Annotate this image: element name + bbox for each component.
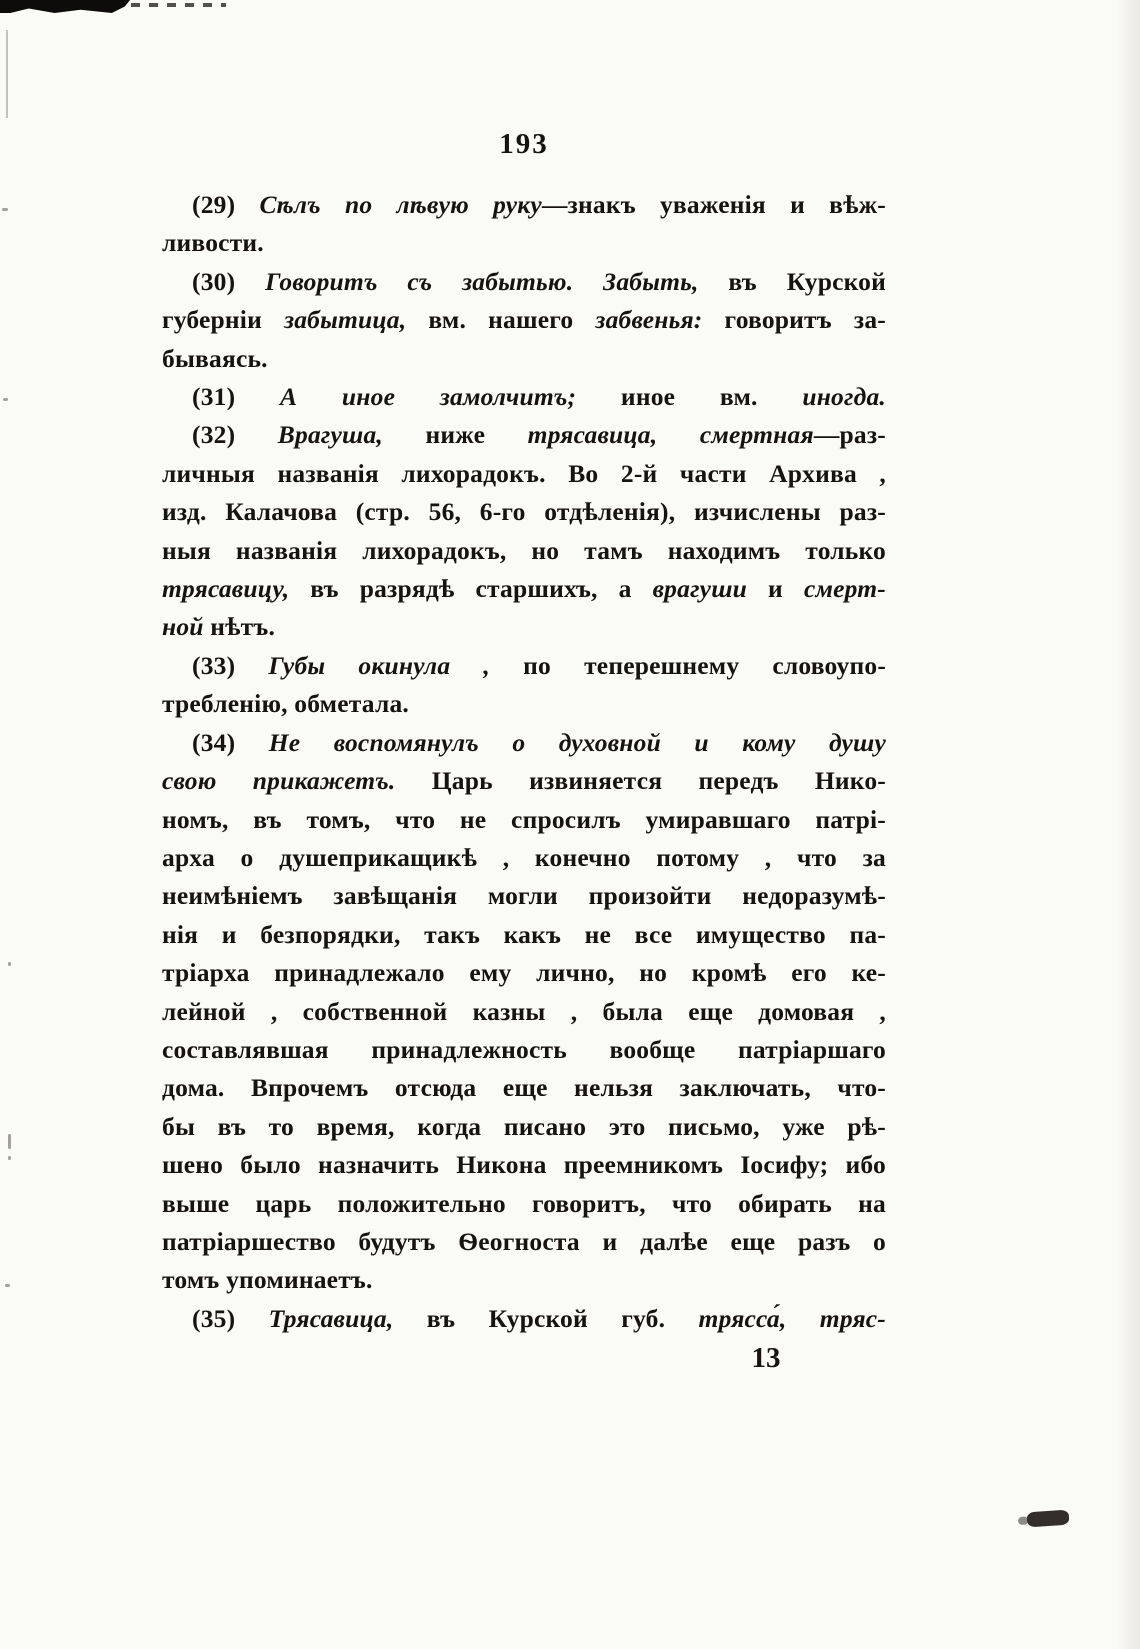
footnote-34 [162,724,886,1300]
scan-speck [8,962,11,966]
text-line [162,801,886,839]
italic-text-run: Сѣлъ по лѣвую руку [259,190,542,219]
ink-smudge-bottom-right [1027,1510,1070,1528]
text-run: (35) [192,1303,269,1333]
footnote-35 [162,1300,886,1338]
text-line [162,1223,886,1261]
text-run: требленію, обметала. [162,689,410,719]
text-line [162,608,886,646]
text-run: (29) [192,190,260,219]
italic-text-run: Не воспомянулъ о духовной и кому душу [268,727,887,757]
text-run: въ Курской [698,266,886,296]
text-run: томъ упоминаетъ. [162,1265,373,1295]
italic-text-run: Трясавица, [268,1303,394,1333]
scan-artifact-left-line [6,30,8,118]
text-line [162,340,886,378]
text-run: —раз- [813,420,886,450]
italic-text-run: забвенья: [595,305,703,335]
text-run: (33) [192,650,269,680]
italic-text-run: смерт- [803,574,886,604]
text-line [162,532,886,570]
text-line [162,1261,886,1299]
text-line [162,1069,886,1107]
scan-speck [8,1134,11,1149]
signature-mark: 13 [751,1342,781,1374]
scan-artifact-top-edge [0,0,130,13]
scan-speck [5,1284,10,1287]
text-line [162,877,886,915]
text-line [162,724,886,762]
text-line [162,263,886,301]
text-line [162,455,886,493]
text-line [162,993,886,1031]
text-run: ниже [383,420,528,450]
italic-text-run: трясавицу, [162,574,290,604]
text-run: бы въ то время, когда писано это письмо, уже рѣ- [162,1111,886,1141]
text-run: тріарха принадлежало ему лично, но кромѣ его ке- [162,958,886,988]
text-run: нія и безпорядки, такъ какъ не все имущество па- [162,919,886,949]
text-line [162,954,886,992]
italic-text-run: трясавица, смертная [527,420,814,450]
text-line [162,570,886,608]
text-line [162,1146,886,1184]
italic-text-run: Губы окинула , [268,650,490,680]
scan-artifact-top-dashes [131,3,226,7]
footnote-29 [162,186,886,263]
text-line [162,685,886,723]
text-line [162,839,886,877]
text-run: шено было назначить Никона преемникомъ Іосифу; ибо [162,1150,886,1180]
text-run: бываясь. [162,343,268,373]
text-run: губерніи [162,305,285,335]
text-run: выше царь положительно говоритъ, что обирать на [162,1188,886,1218]
scan-speck [8,1156,11,1160]
italic-text-run: врагуши [652,574,748,604]
footnote-31 [162,378,886,416]
text-line [162,493,886,531]
text-run: въ разрядѣ старшихъ, а [289,574,653,604]
text-line [162,1300,886,1338]
text-line [162,416,886,454]
text-run: арха о душеприкащикѣ , конечно потому , что за [162,842,886,872]
italic-text-run: свою прикажетъ. [162,766,396,796]
footnote-32 [162,416,886,646]
text-run: (34) [192,727,269,757]
text-line [162,378,886,416]
italic-text-run: иногда. [802,382,886,412]
text-run: номъ, въ томъ, что не спросилъ умиравшаго патрі- [162,804,886,834]
text-run: патріаршество будутъ Ѳеогноста и далѣе еще разъ о [162,1226,886,1256]
footnote-33 [162,647,886,724]
text-run: вм. нашего [406,305,596,335]
italic-text-run: Говоритъ съ забытью. Забыть, [265,266,699,296]
text-run: (30) [192,266,266,296]
text-run: ливости. [162,228,264,258]
text-block [162,186,886,1338]
text-run: иное вм. [576,382,803,412]
text-run: говоритъ за- [702,305,887,335]
scan-edge-shading [1116,0,1140,1649]
text-line [162,1185,886,1223]
text-run: въ Курской губ. [393,1303,699,1333]
text-run: нѣтъ. [203,612,276,642]
text-run: неимѣніемъ завѣщанія могли произойти недоразумѣ- [162,881,886,911]
footnote-30 [162,263,886,378]
italic-text-run: А иное замолчитъ; [280,382,577,412]
text-run: дома. Впрочемъ отсюда еще нельзя заключать, что- [162,1073,886,1103]
text-line [162,301,886,339]
text-run: ныя названія лихорадокъ, но тамъ находимъ только [162,535,886,565]
text-run: лейной , собственной казны , была еще домовая , [162,996,886,1026]
text-run: Царь извиняется передъ Нико- [395,766,886,796]
text-line [162,916,886,954]
text-line [162,647,886,685]
text-line [162,1031,886,1069]
text-run: личныя названія лихорадокъ. Во 2-й части Архива , [162,458,886,488]
text-run: и [747,574,804,604]
scan-speck [2,208,8,211]
scan-speck [3,398,8,401]
text-run: по теперешнему словоупо- [489,650,887,680]
text-line [162,762,886,800]
text-line [162,224,886,262]
italic-text-run: забытица, [284,305,407,335]
text-line [162,186,886,224]
page-number: 193 [499,128,549,160]
italic-text-run: ной [162,612,204,642]
text-run: (32) [192,420,278,450]
italic-text-run: трясса́, тряс- [698,1303,886,1333]
italic-text-run: Врагуша, [277,420,383,450]
text-run: (31) [192,382,280,412]
text-run: составлявшая принадлежность вообще патріаршаго [162,1034,886,1064]
text-run: изд. Калачова (стр. 56, 6-го отдѣленія), изчислены раз- [162,497,886,527]
text-run: —знакъ уваженія и вѣж- [541,190,886,219]
text-line [162,1108,886,1146]
